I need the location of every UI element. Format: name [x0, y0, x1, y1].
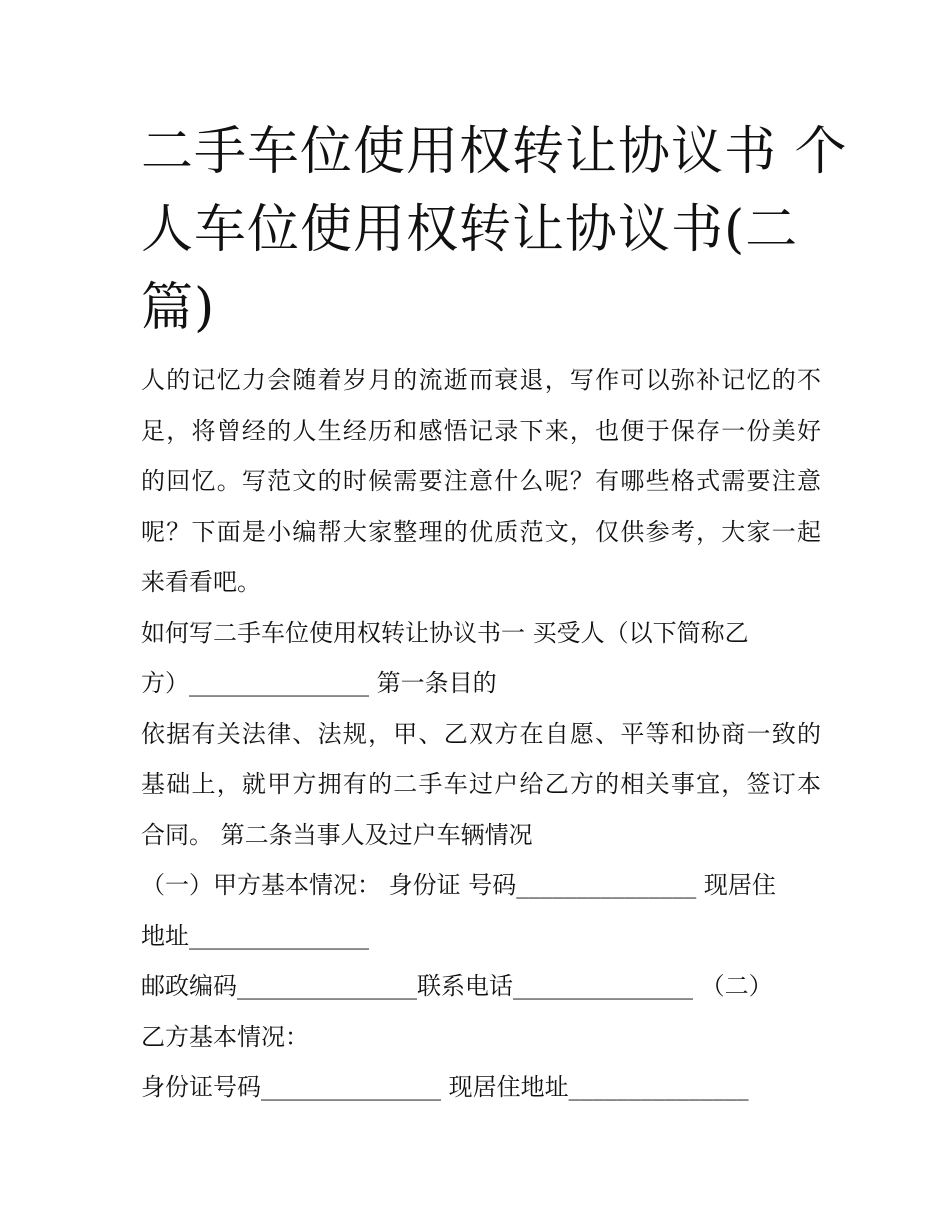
- intro-paragraph-line: 呢？下面是小编帮大家整理的优质范文，仅供参考，大家一起: [141, 517, 821, 546]
- postal-phone-line: 邮政编码_______________联系电话_______________ （二）: [141, 972, 773, 1000]
- buyer-field-line: 方）_______________ 第一条目的: [141, 669, 497, 697]
- title-line: 篇): [141, 278, 216, 338]
- intro-paragraph-line: 来看看吧。: [141, 568, 261, 596]
- intro-paragraph-line: 足，将曾经的人生经历和感悟记录下来，也便于保存一份美好: [141, 416, 821, 445]
- party-b-heading-line: 乙方基本情况：: [141, 1022, 309, 1051]
- title-line: 二手车位使用权转让协议书 个: [141, 122, 848, 182]
- clause-text-line: 合同。 第二条当事人及过户车辆情况: [141, 820, 533, 849]
- party-a-address-line: 地址_______________: [141, 921, 369, 950]
- intro-paragraph-line: 的回忆。写范文的时候需要注意什么呢？有哪些格式需要注意: [141, 467, 821, 495]
- party-a-id-line: （一）甲方基本情况： 身份证 号码_______________ 现居住: [141, 871, 776, 899]
- party-b-id-line: 身份证号码_______________ 现居住地址_______________: [141, 1073, 749, 1101]
- title-line: 人车位使用权转让协议书(二: [141, 200, 799, 260]
- clause-text-line: 基础上，就甲方拥有的二手车过户给乙方的相关事宜，签订本: [141, 770, 821, 798]
- document-title: [141, 113, 848, 347]
- document-body: [141, 355, 821, 1113]
- intro-paragraph-line: 人的记忆力会随着岁月的流逝而衰退，写作可以弥补记忆的不: [141, 366, 821, 394]
- clause-text-line: 依据有关法律、法规，甲、乙双方在自愿、平等和协商一致的: [141, 719, 821, 748]
- section-heading-line: 如何写二手车位使用权转让协议书一 买受人（以下简称乙: [141, 618, 749, 647]
